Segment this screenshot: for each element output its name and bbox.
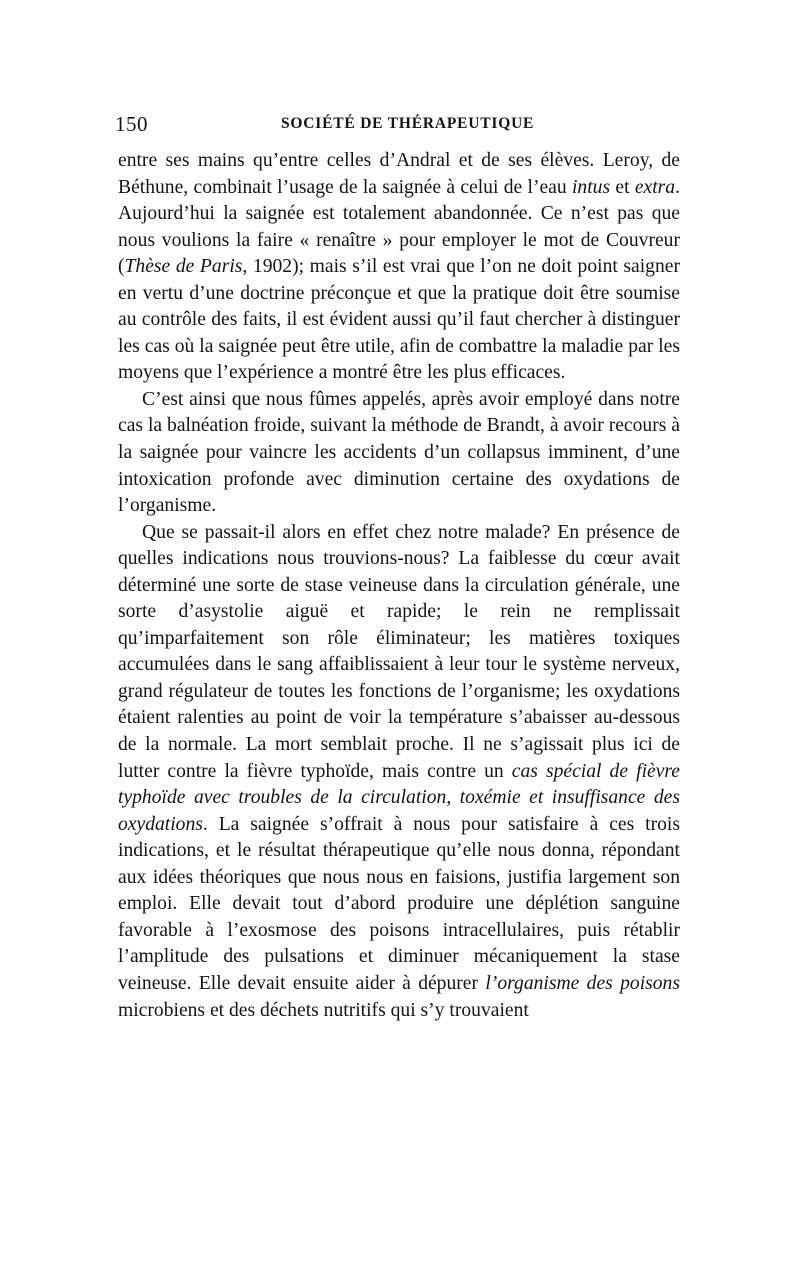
page-number: 150 xyxy=(115,112,148,136)
italic-run: intus xyxy=(571,176,611,198)
text-run: microbiens et des déchets nutritifs qui s’y trouvaient xyxy=(118,999,529,1021)
italic-run: extra xyxy=(634,176,676,198)
text-run: . La saignée s’offrait à nous pour satisfaire à ces trois indications, et le résultat thérapeutique qu’elle nous donna, répondant aux idées théoriques que nous nous en faisions, justifia largement son emploi. Elle devait tout d’abord produire une déplétion sanguine favorable à l’exosmose des poisons intracellulaires, puis rétablir l’amplitude des pulsations et diminuer mécaniquement la stase veineuse. Elle devait ensuite aider à dépurer xyxy=(118,813,680,994)
text-run: et xyxy=(610,176,635,198)
italic-run: cas spécial de fièvre typhoïde avec troubles de la circulation, toxémie et insuffisance des oxydations xyxy=(118,760,681,835)
running-title: SOCIÉTÉ DE THÉRAPEUTIQUE xyxy=(281,115,535,132)
running-header xyxy=(115,112,680,142)
text-run: Que se passait-il alors en effet chez notre malade? En présence de quelles indications nous trouvions-nous? La faiblesse du cœur avait déterminé une sorte de stase veineuse dans la circulation générale, une sorte d’asystolie aiguë et rapide; le rein ne remplissait qu’imparfaitement son rôle éliminateur; les matières toxiques accumulées dans le sang affaiblissaient à leur tour le système nerveux, grand régulateur de toutes les fonctions de l’organisme; les oxydations étaient ralenties au point de voir la température s’abaisser au-dessous de la normale. La mort semblait proche. Il ne s’agissait plus ici de lutter contre la fièvre typhoïde, mais contre un xyxy=(118,521,680,782)
text-run: entre ses mains qu’entre celles d’Andral et de ses élèves. Leroy, de Béthune, combinait l’usage de la saignée à celui de l’eau xyxy=(118,150,680,198)
text-run: . Aujourd’hui la saignée est totalement abandonnée. Ce n’est pas que nous voulions la faire « renaître » pour employer le mot de Couvreur ( xyxy=(118,176,680,278)
paragraph xyxy=(118,387,680,520)
body-text xyxy=(118,148,680,1024)
text-run: , 1902); mais s’il est vrai que l’on ne doit point saigner en vertu d’une doctrine préconçue et que la pratique doit être soumise au contrôle des faits, il est évident aussi qu’il faut chercher à distinguer les cas où la saignée peut être utile, afin de combattre la maladie par les moyens que l’expérience a montré être les plus efficaces. xyxy=(118,256,680,384)
paragraph xyxy=(118,148,680,387)
paragraph xyxy=(118,520,680,1024)
text-run: C’est ainsi que nous fûmes appelés, après avoir employé dans notre cas la balnéation froide, suivant la méthode de Brandt, à avoir recours à la saignée pour vaincre les accidents d’un collapsus imminent, d’une intoxication profonde avec diminution certaine des oxydations de l’organisme. xyxy=(118,388,680,517)
italic-run: Thèse de Paris xyxy=(124,256,243,278)
italic-run: l’organisme des poisons xyxy=(485,972,680,994)
